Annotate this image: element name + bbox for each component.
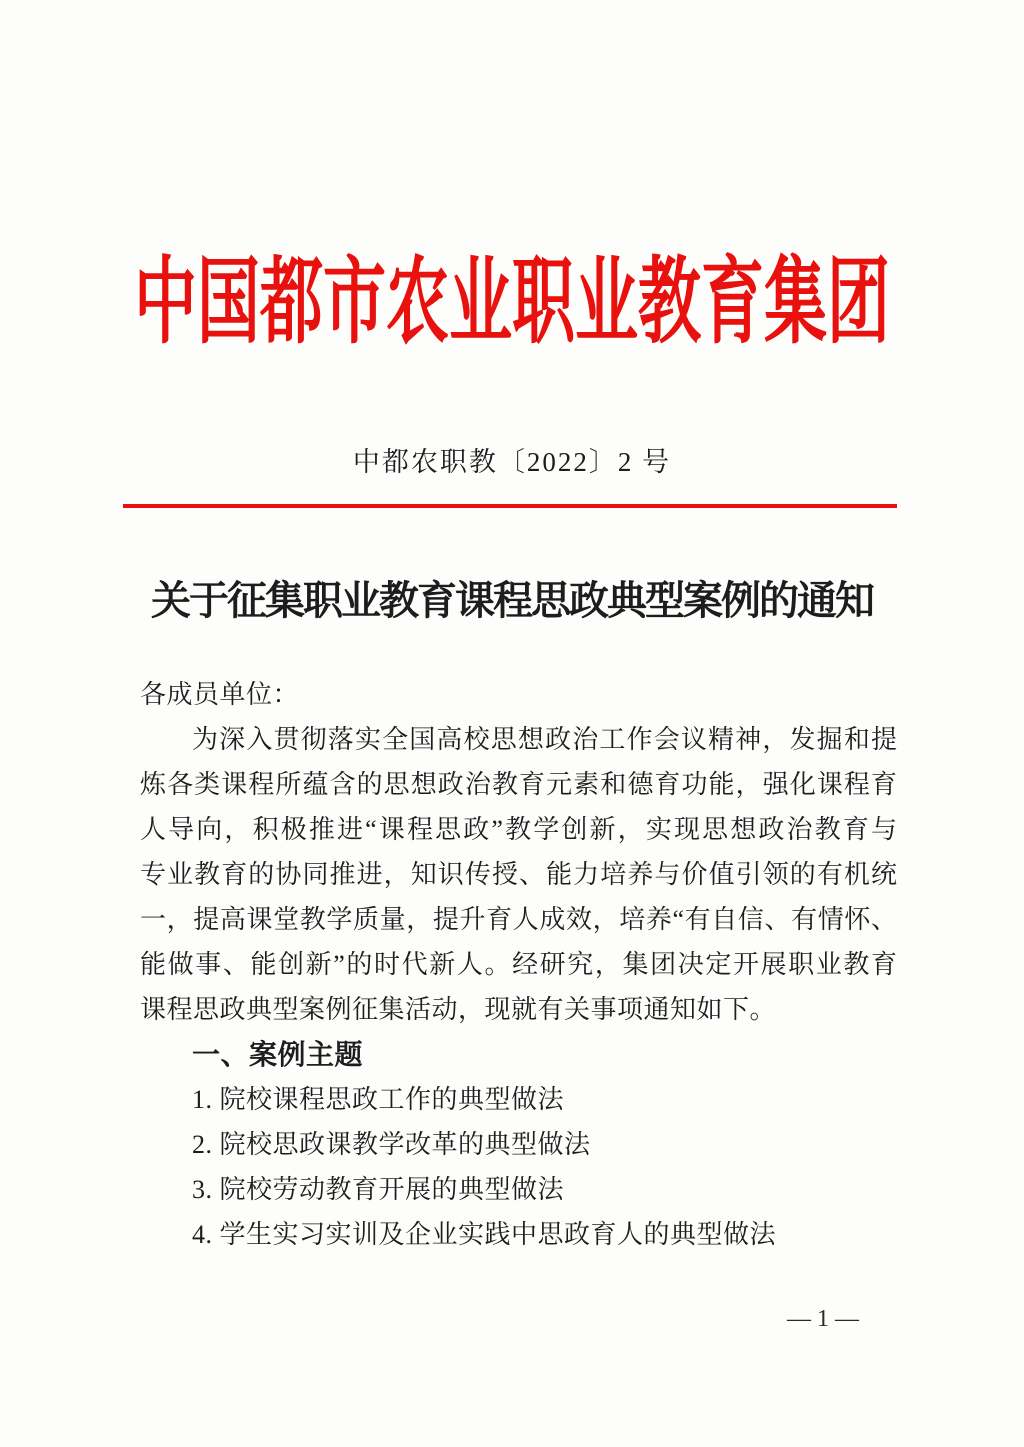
paragraph-line: 专业教育的协同推进，知识传授、能力培养与价值引领的有机统 xyxy=(140,860,897,889)
document-body xyxy=(140,672,897,1257)
page-number: — 1 — xyxy=(787,1306,859,1332)
doc-reference-number: 中都农职教〔2022〕2 号 xyxy=(352,447,672,477)
paragraph-line: 能做事、能创新”的时代新人。经研究，集团决定开展职业教育 xyxy=(140,950,897,979)
section-heading: 一、案例主题 xyxy=(192,1039,364,1070)
paragraph-line: 为深入贯彻落实全国高校思想政治工作会议精神，发掘和提 xyxy=(192,725,897,754)
document-title: 关于征集职业教育课程思政典型案例的通知 xyxy=(151,578,873,623)
salutation: 各成员单位： xyxy=(140,680,300,709)
paragraph-line: 炼各类课程所蕴含的思想政治教育元素和德育功能，强化课程育 xyxy=(140,770,897,799)
masthead xyxy=(0,250,1024,355)
paragraph-line: 一，提高课堂教学质量，提升育人成效，培养“有自信、有情怀、 xyxy=(140,905,897,934)
red-divider-line xyxy=(123,504,897,508)
paragraph-line: 人导向，积极推进“课程思政”教学创新，实现思想政治教育与 xyxy=(140,815,897,844)
list-item: 1. 院校课程思政工作的典型做法 xyxy=(192,1085,565,1114)
paragraph-line: 课程思政典型案例征集活动，现就有关事项通知如下。 xyxy=(140,995,777,1024)
list-item: 3. 院校劳动教育开展的典型做法 xyxy=(192,1175,565,1204)
list-item: 4. 学生实习实训及企业实践中思政育人的典型做法 xyxy=(192,1220,777,1249)
org-name-title: 中国都市农业职业教育集团 xyxy=(134,250,890,355)
list-item: 2. 院校思政课教学改革的典型做法 xyxy=(192,1130,591,1159)
